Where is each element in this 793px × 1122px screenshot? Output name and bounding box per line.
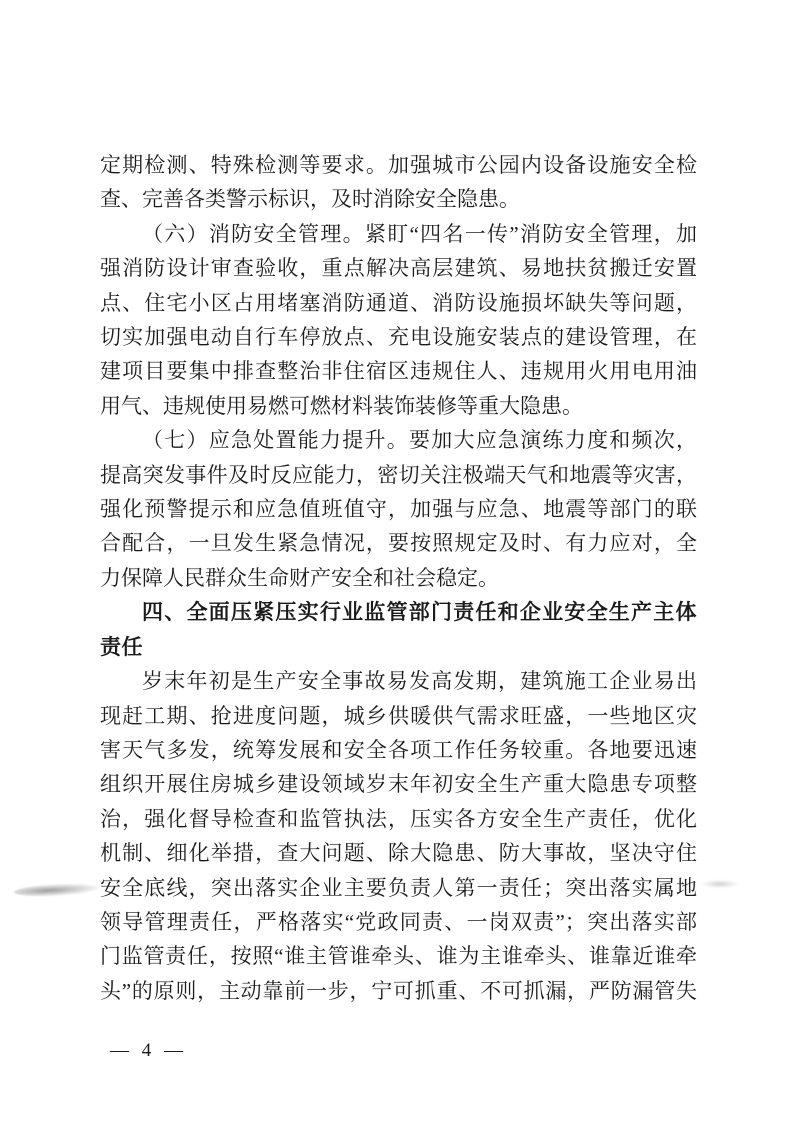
scan-smudge-artifact	[14, 882, 101, 898]
text-line: （七）应急处置能力提升。要加大应急演练力度和频次，	[142, 428, 697, 453]
text-line: 现赶工期、抢进度问题，城乡供暖供气需求旺盛，一些地区灾	[100, 703, 697, 728]
text-line: 组织开展住房城乡建设领域岁末年初安全生产重大隐患专项整	[100, 772, 697, 797]
text-line: 害天气多发，统筹发展和安全各项工作任务较重。各地要迅速	[100, 737, 697, 762]
document-body	[100, 148, 697, 1008]
text-line: 切实加强电动自行车停放点、充电设施安装点的建设管理，在	[100, 325, 697, 350]
text-line: 岁末年初是生产安全事故易发高发期，建筑施工企业易出	[142, 669, 697, 694]
text-line: 领导管理责任，严格落实“党政同责、一岗双责”；突出落实部	[100, 909, 697, 934]
text-line: 强消防设计审查验收，重点解决高层建筑、易地扶贫搬迁安置	[100, 256, 697, 281]
text-line: 机制、细化举措，查大问题、除大隐患、防大事故，坚决守住	[100, 841, 697, 866]
scan-speck-artifact	[700, 880, 740, 888]
text-line: 查、完善各类警示标识，及时消除安全隐患。	[100, 187, 520, 212]
section-heading	[100, 595, 697, 664]
text-line: （六）消防安全管理。紧盯“四名一传”消防安全管理，加	[142, 221, 697, 246]
text-line: 四、全面压紧压实行业监管部门责任和企业安全生产主体	[142, 600, 697, 625]
text-line: 建项目要集中排查整治非住宿区违规住人、违规用火用电用油	[100, 359, 697, 384]
text-line: 治，强化督导检查和监管执法，压实各方安全生产责任，优化	[100, 806, 697, 831]
text-line: 点、住宅小区占用堵塞消防通道、消防设施损坏缺失等问题，	[100, 290, 697, 315]
text-line: 合配合，一旦发生紧急情况，要按照规定及时、有力应对，全	[100, 531, 697, 556]
page-number: — 4 —	[110, 1040, 187, 1061]
text-line: 提高突发事件及时反应能力，密切关注极端天气和地震等灾害，	[100, 462, 697, 487]
text-line: 头”的原则，主动靠前一步，宁可抓重、不可抓漏，严防漏管失	[100, 978, 697, 1003]
paragraph	[100, 423, 697, 595]
text-line: 用气、违规使用易燃可燃材料装饰装修等重大隐患。	[100, 393, 583, 418]
text-line: 定期检测、特殊检测等要求。加强城市公园内设备设施安全检	[100, 153, 697, 177]
text-line: 责任	[100, 634, 143, 659]
text-line: 强化预警提示和应急值班值守，加强与应急、地震等部门的联	[100, 497, 697, 522]
paragraph	[100, 217, 697, 423]
text-line: 安全底线，突出落实企业主要负责人第一责任；突出落实属地	[100, 875, 697, 900]
paragraph	[100, 664, 697, 1008]
text-line: 力保障人民群众生命财产安全和社会稳定。	[100, 565, 499, 590]
text-line: 门监管责任，按照“谁主管谁牵头、谁为主谁牵头、谁靠近谁牵	[100, 944, 697, 969]
paragraph	[100, 148, 697, 217]
